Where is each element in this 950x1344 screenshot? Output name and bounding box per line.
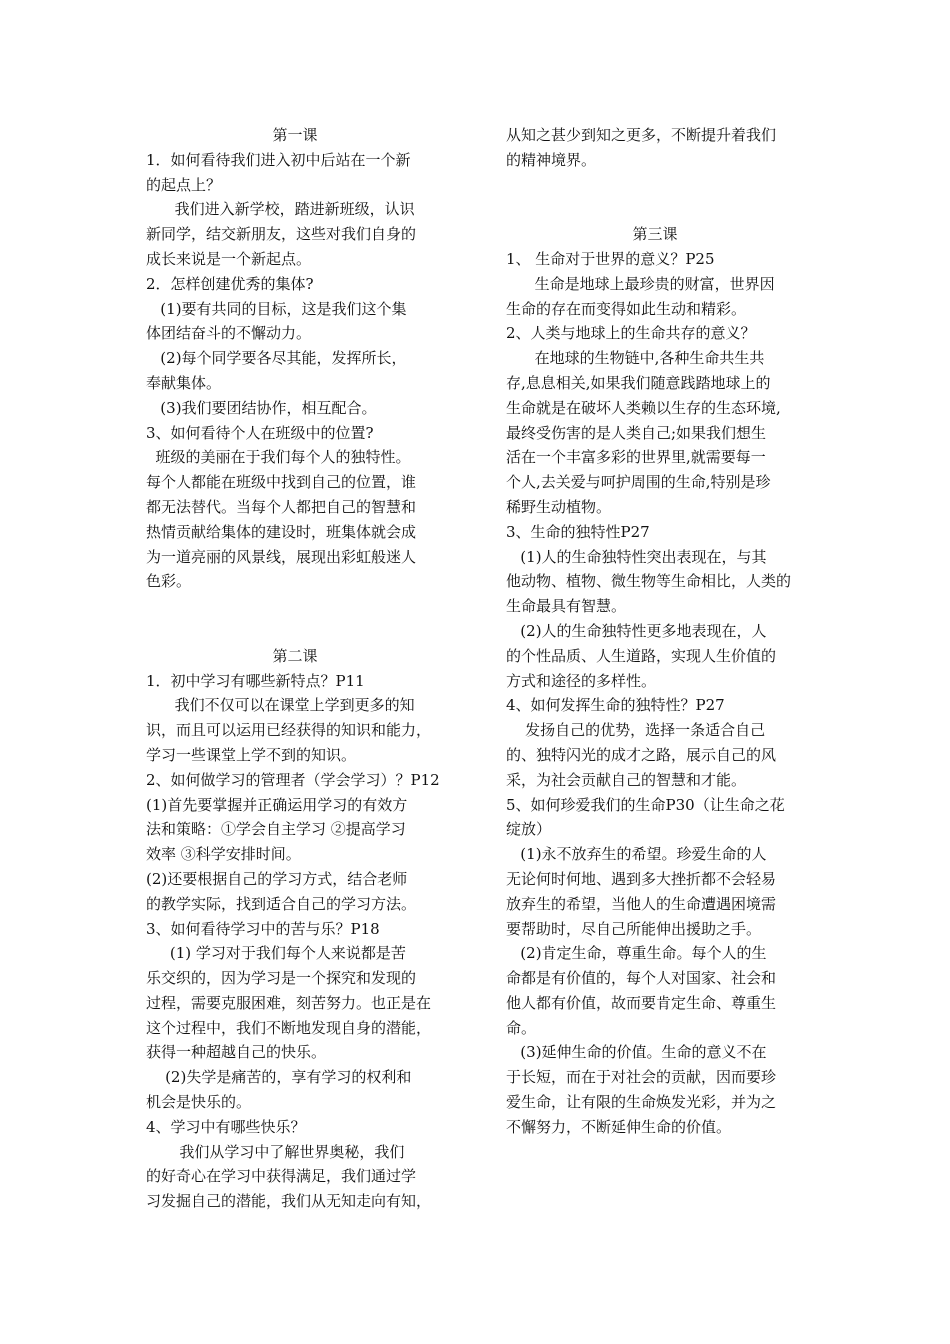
text-line: 最终受伤害的是人类自己;如果我们想生 xyxy=(506,423,767,442)
text-line: 乐交织的，因为学习是一个探究和发现的 xyxy=(146,969,417,988)
text-line: 每个人都能在班级中找到自己的位置，谁 xyxy=(146,473,417,492)
text-line: 班级的美丽在于我们每个人的独特性。 xyxy=(146,448,411,467)
text-line: 我们从学习中了解世界奥秘，我们 xyxy=(146,1142,405,1161)
text-line: 识，而且可以运用已经获得的知识和能力， xyxy=(146,721,432,740)
text-line: 2、如何做学习的管理者（学会学习）？P12 xyxy=(146,770,440,789)
text-line: 新同学，结交新朋友，这些对我们自身的 xyxy=(146,225,417,244)
text-line: 在地球的生物链中,各种生命共生共 xyxy=(506,349,765,368)
text-line: (2)失学是痛苦的，享有学习的权利和 xyxy=(146,1068,412,1087)
text-line: 的个性品质、人生道路，实现人生价值的 xyxy=(506,646,777,665)
text-line: 1、 生命对于世界的意义？P25 xyxy=(506,249,715,268)
text-line: 4、学习中有哪些快乐？ xyxy=(146,1117,306,1136)
text-line: 体团结奋斗的不懈动力。 xyxy=(146,324,312,343)
text-line: 我们不仅可以在课堂上学到更多的知 xyxy=(146,696,415,715)
text-line: 3、如何看待个人在班级中的位置? xyxy=(146,423,374,442)
text-line: 要帮助时，尽自己所能伸出援助之手。 xyxy=(506,919,762,938)
text-line: 绽放） xyxy=(506,820,552,839)
text-line: 生命最具有智慧。 xyxy=(506,597,627,616)
text-line: 从知之甚少到知之更多，不断提升着我们 xyxy=(506,126,777,144)
text-line: 效率 ③科学安排时间。 xyxy=(146,845,301,864)
text-line: (3)延伸生命的价值。生命的意义不在 xyxy=(506,1043,767,1062)
text-line: 3、生命的独特性P27 xyxy=(506,522,650,541)
section-spacer xyxy=(146,594,444,644)
text-line: 方式和途径的多样性。 xyxy=(506,671,657,690)
text-line: 我们进入新学校，踏进新班级，认识 xyxy=(146,200,415,219)
text-line: (1)人的生命独特性突出表现在，与其 xyxy=(506,547,767,566)
text-line: 他人都有价值，故而要肯定生命、尊重生 xyxy=(506,993,777,1012)
text-line: 生命的存在而变得如此生动和精彩。 xyxy=(506,299,747,318)
section-spacer xyxy=(506,173,804,223)
text-line: 2、人类与地球上的生命共存的意义？ xyxy=(506,324,756,343)
text-line: 的教学实际，找到适合自己的学习方法。 xyxy=(146,894,417,913)
text-line: (2)每个同学要各尽其能，发挥所长， xyxy=(146,349,407,368)
text-line: 这个过程中，我们不断地发现自身的潜能， xyxy=(146,1018,432,1037)
text-line: 4、如何发挥生命的独特性？P27 xyxy=(506,696,725,715)
text-line: 存,息息相关,如果我们随意践踏地球上的 xyxy=(506,373,771,392)
text-line: 采，为社会贡献自己的智慧和才能。 xyxy=(506,770,747,789)
text-line: 热情贡献给集体的建设时，班集体就会成 xyxy=(146,522,417,541)
text-line: 法和策略：①学会自主学习 ②提高学习 xyxy=(146,820,406,839)
text-line: 学习一些课堂上学不到的知识。 xyxy=(146,745,357,764)
left-column xyxy=(146,123,444,1214)
text-line: 过程，需要克服困难，刻苦努力。也正是在 xyxy=(146,993,432,1012)
text-line: 生命就是在破坏人类赖以生存的生态环境, xyxy=(506,398,781,417)
text-line: 爱生命，让有限的生命焕发光彩，并为之 xyxy=(506,1093,777,1112)
text-line: 稀野生动植物。 xyxy=(506,497,612,516)
text-line: 发扬自己的优势，选择一条适合自己 xyxy=(506,721,766,740)
text-line: (1) 学习对于我们每个人来说都是苦 xyxy=(146,944,406,963)
text-line: 的好奇心在学习中获得满足，我们通过学 xyxy=(146,1167,417,1186)
text-line: (3)我们要团结协作，相互配合。 xyxy=(146,398,377,417)
text-line: 机会是快乐的。 xyxy=(146,1093,252,1112)
text-line: 获得一种超越自己的快乐。 xyxy=(146,1043,327,1062)
text-line: 成长来说是一个新起点。 xyxy=(146,249,312,268)
text-line: 习发掘自己的潜能，我们从无知走向有知， xyxy=(146,1192,432,1211)
lesson-heading: 第三课 xyxy=(632,225,678,244)
text-line: 命。 xyxy=(506,1018,537,1037)
lesson-heading: 第一课 xyxy=(272,126,318,144)
text-line: 不懈努力，不断延伸生命的价值。 xyxy=(506,1117,732,1136)
text-line: 1．初中学习有哪些新特点？P11 xyxy=(146,671,365,690)
text-line: 3、如何看待学习中的苦与乐？P18 xyxy=(146,919,380,938)
text-line: 的精神境界。 xyxy=(506,150,597,169)
text-line: 放弃生的希望，当他人的生命遭遇困境需 xyxy=(506,894,777,913)
text-line: 的起点上？ xyxy=(146,175,222,194)
text-line: (2)人的生命独特性更多地表现在，人 xyxy=(506,621,767,640)
text-line: 生命是地球上最珍贵的财富，世界因 xyxy=(506,274,775,293)
text-line: 色彩。 xyxy=(146,572,192,591)
text-line: 的、独特闪光的成才之路，展示自己的风 xyxy=(506,745,777,764)
text-line: (2)还要根据自己的学习方式，结合老师 xyxy=(146,869,408,888)
text-line: 个人,去关爱与呵护周围的生命,特别是珍 xyxy=(506,473,771,492)
text-line: 2．怎样创建优秀的集体? xyxy=(146,274,314,293)
lesson-heading: 第二课 xyxy=(272,646,318,665)
text-line: 都无法替代。当每个人都把自己的智慧和 xyxy=(146,497,417,516)
text-line: 无论何时何地、遇到多大挫折都不会轻易 xyxy=(506,869,777,888)
text-line: 他动物、植物、微生物等生命相比，人类的 xyxy=(506,572,792,591)
text-line: (1)首先要掌握并正确运用学习的有效方 xyxy=(146,795,408,814)
right-column xyxy=(506,123,804,1140)
text-line: 为一道亮丽的风景线，展现出彩虹般迷人 xyxy=(146,547,417,566)
text-line: 1．如何看待我们进入初中后站在一个新 xyxy=(146,150,411,169)
text-line: 活在一个丰富多彩的世界里,就需要每一 xyxy=(506,448,766,467)
text-line: (1)永不放弃生的希望。珍爱生命的人 xyxy=(506,845,767,864)
text-line: 于长短，而在于对社会的贡献，因而要珍 xyxy=(506,1068,777,1087)
text-line: 命都是有价值的，每个人对国家、社会和 xyxy=(506,969,777,988)
text-line: 5、如何珍爱我们的生命P30（让生命之花 xyxy=(506,795,785,814)
text-line: (1)要有共同的目标，这是我们这个集 xyxy=(146,299,407,318)
text-line: (2)肯定生命，尊重生命。每个人的生 xyxy=(506,944,767,963)
text-line: 奉献集体。 xyxy=(146,373,222,392)
